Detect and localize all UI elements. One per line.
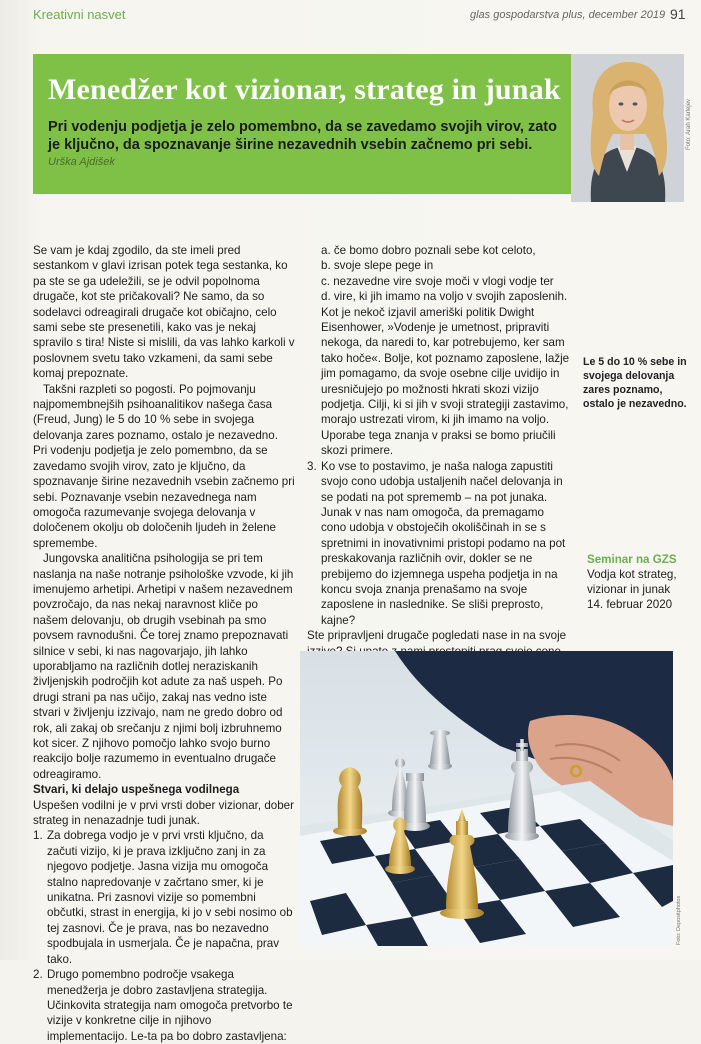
portrait-photo-credit: Foto: Arah Karlejev	[686, 98, 692, 150]
chess-photo	[300, 651, 673, 946]
chess-illustration	[300, 651, 673, 946]
article-lead: Pri vodenju podjetja je zelo pomembno, da se zavedamo svojih virov, zato je ključno, da spoznavanje širine nezavednih vsebin začnemo pri sebi.	[48, 119, 557, 153]
chess-photo-credit: Foto: Depositphotos	[676, 895, 682, 945]
lettered-item: a. če bomo dobro poznali sebe kot celoto,	[321, 244, 536, 257]
seminar-title: Seminar na GZS	[587, 553, 677, 566]
list-item-text: Ko vse to postavimo, je naša naloga zapustiti svojo cono udobja ustaljenih načel delovanja in se podati na pot sprememb – na pot junaka. Junak v nas nam omogoča, da premagamo cono udobja v obstoječih okoliščinah in se s spretnimi in inovativnimi pristopi podamo na pot preskakovanja različnih ovir, dokler se ne prebijemo do izjemnega uspeha podjetja in na koncu svoja znanja prenašamo na svoje zaposlene in naslednike. Se sliši preprosto, kajne?	[321, 459, 566, 627]
seminar-box	[587, 552, 697, 612]
closing-text: Ste pripravljeni drugače pogledati nase in na svoje	[307, 629, 567, 643]
author-portrait	[571, 54, 684, 202]
numbered-list	[33, 828, 295, 1044]
pull-quote: Le 5 do 10 % sebe in svojega delovanja zares poznamo, ostalo je nezavedno.	[583, 356, 687, 410]
paragraph-intro: Se vam je kdaj zgodilo, da ste imeli pred sestankom v glavi izrisan potek tega sestanka, ko pa ste se ga udeležili, se je odvil popolnoma drugače, kot ste pričakovali? Ne samo, da so sodelavci odreagirali drugače kot običajno, celo sami sebe ste presenetili, kako vas je nekaj spravilo s tira! Niste si mislili, da vas lahko karkoli v poslovnem svetu tako vzkameni, da sami sebe komaj prepoznate.	[33, 244, 295, 381]
list-item	[33, 967, 295, 1044]
article-author: Urška Ajdišek	[48, 156, 115, 168]
list-item	[307, 459, 571, 628]
seminar-date: 14. februar 2020	[587, 598, 673, 611]
list-item	[33, 828, 295, 967]
article-title: Menedžer kot vizionar, strateg in junak	[48, 73, 561, 106]
list-item-text: Za dobrega vodjo je v prvi vrsti ključno, da začuti vizijo, ki je prava izključno zanj in za njegovo podjetje. Jasna vizija mu omogoča stalno napredovanje v začrtano smer, ki je unikatna. Pri zasnovi vizije so pomembni občutki, strast in energija, ki jo v sebi nosimo ob tej zasnovi. Če je prava, nas bo nezavedno spodbujala in usmerjala. Če je napačna, prav tako.	[47, 829, 293, 966]
section-label: Kreativni nasvet	[33, 7, 126, 22]
article-column-left	[33, 243, 295, 1044]
lettered-item: d. vire, ki jih imamo na voljo v svojih zaposlenih.	[321, 290, 568, 304]
list-number: 2.	[33, 968, 43, 982]
page-number: 91	[670, 6, 686, 22]
list-number: 3.	[307, 459, 317, 473]
running-head: glas gospodarstva plus, december 2019	[470, 9, 666, 21]
list-number: 1.	[33, 829, 43, 843]
paragraph-eisenhower: Kot je nekoč izjavil ameriški politik Dwight Eisenhower, »Vodenje je umetnost, pripraviti nekoga, da naredi to, kar potrebujemo, ker sam tako hoče«. Bolje, kot poznamo zaposlene, lažje jim pomagamo, da svoje osebne cilje uvidijo in uresničujejo po možnosti hkrati skozi vizijo podjetja. Cilji, ki si jih v svoji strategiji zastavimo, morajo ustrezati virom, ki jih imamo na voljo. Uporabe tega znanja v praksi se bomo priučili skozi primere.	[321, 305, 570, 458]
paragraph-successful-leader: Uspešen vodilni je v prvi vrsti dober vizionar, dober strateg in nenazadnje tudi junak.	[33, 798, 294, 828]
numbered-list-continued	[307, 459, 571, 628]
portrait-illustration	[571, 54, 684, 202]
list-item-text: Drugo pomembno področje vsakega menedžerja je dobro zastavljena strategija. Učinkovita strategija nam omogoča pretvorbo te vizije v konkretne cilje in njihovo implementacijo. Le-ta pa bo dobro zastavljena:	[47, 968, 293, 1043]
seminar-name: Vodja kot strateg, vizionar in junak	[587, 568, 677, 596]
paragraph-archetypes: Jungovska analitična psihologija se pri tem naslanja na naše notranje psihološke vzvode, ki jih imenujemo arhetipi. Arhetipi v našem nezavednem povzročajo, da nas nekaj naravnost kliče po našem delovanju, ob drugih vsebinah pa smo povsem ravnodušni. Če torej znamo prepoznavati silnice v sebi, ki nas nagovarjajo, jih lahko uporabljamo na različnih dotlej neraziskanih življenjskih področjih kot adute za naš uspeh. Po drugi strani pa nas učijo, zakaj nas vedno iste stvari v življenju izzivajo, nam ne gredo dobro od rok, ali zakaj ob srečanju z njimi bolj izbruhnemo kot sicer. Z njihovo pomočjo lahko svojo burno reakcijo bolje razumemo in eventualno drugače odreagiramo.	[33, 552, 294, 781]
lettered-item: c. nezavedne vire svoje moči v vlogi vodje ter	[321, 274, 554, 288]
lettered-item: b. svoje slepe pege in	[321, 259, 434, 273]
subheading: Stvari, ki delajo uspešnega vodilnega	[33, 783, 240, 797]
lettered-list	[307, 243, 571, 305]
article-column-right	[307, 243, 571, 675]
paragraph-psychoanalysis: Takšni razpleti so pogosti. Po pojmovanju najpomembnejših psihoanalitikov našega časa (Freud, Jung) le 5 do 10 % sebe in svojega delovanja zares poznamo, ostalo je nezavedno. Pri vodenju podjetja je zelo pomembno, da se zavedamo svojih virov, zato je ključno, da spoznavanje širine nezavednih vsebin začnemo pri sebi. Poznavanje vsebin nezavednega nam omogoča razumevanje svojega delovanja v določenem okolju ob določenih ljudeh in želene spremembe.	[33, 382, 295, 550]
